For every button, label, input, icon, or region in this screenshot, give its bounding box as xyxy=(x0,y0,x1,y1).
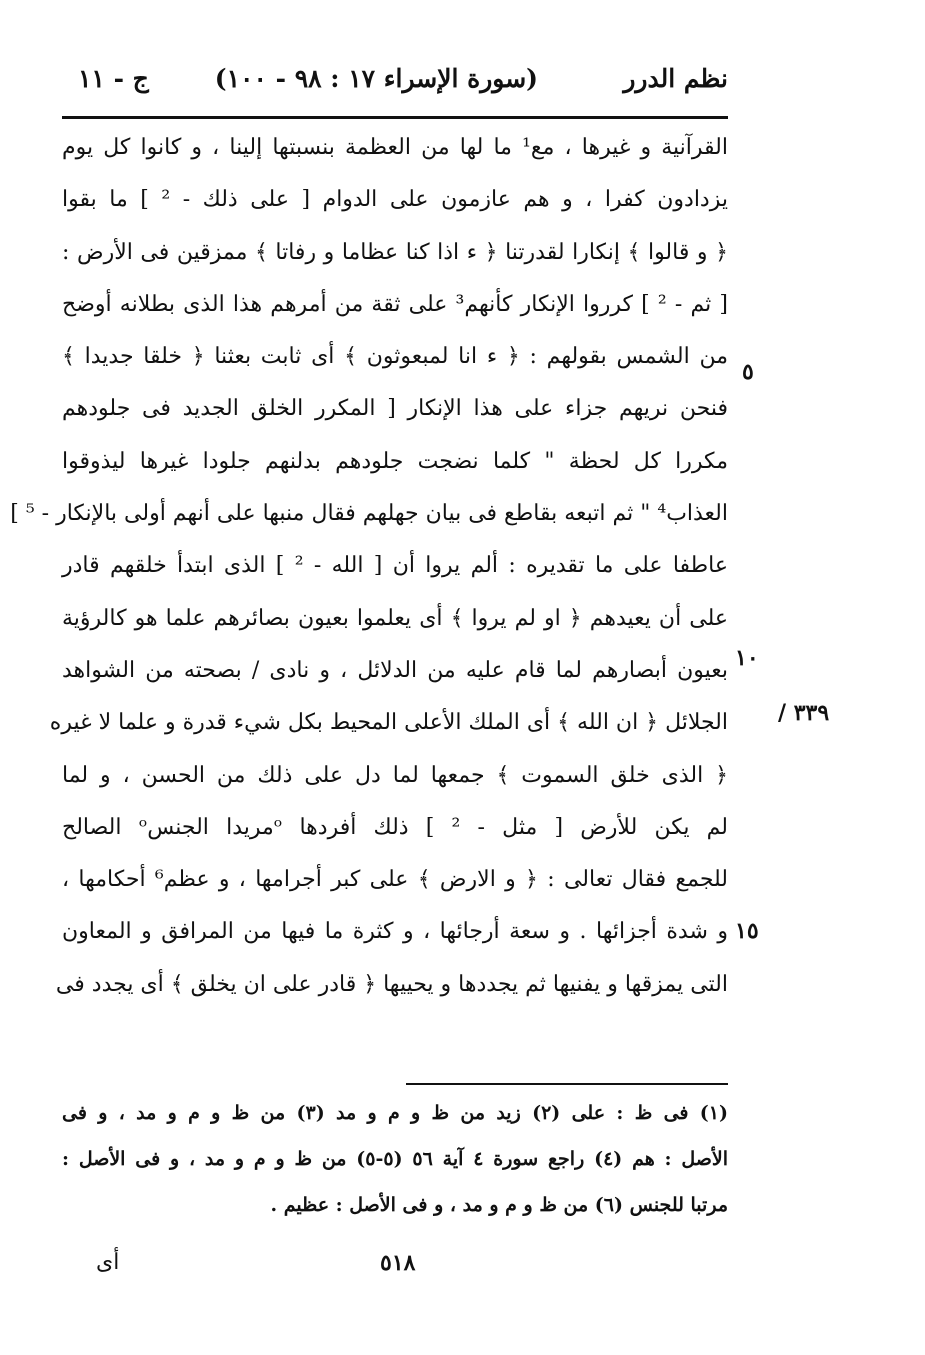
footnote-rule xyxy=(406,1083,728,1085)
line-number-10: ١٠ xyxy=(735,645,759,671)
catchword: أى xyxy=(96,1250,120,1275)
text-line: ﴿ و قالوا ﴾ إنكارا لقدرتنا ﴿ ء اذا كنا عظاما و رفاتا ﴾ ممزقين فى الأرض : xyxy=(62,239,728,265)
footnote-line: (١) فى ظ : على (٢) زيد من ظ و م و مد (٣) من ظ و م و مد ، و فى xyxy=(62,1102,729,1124)
main-text xyxy=(10,122,729,1011)
text-line: ﴿ الذى خلق السموت ﴾ جمعها لما دل على ذلك من الحسن ، و لما xyxy=(62,762,728,788)
text-line: القرآنية و غيرها ، مع¹ ما لها من العظمة بنسبتها إلينا ، و كانوا كل يوم xyxy=(62,135,728,160)
text-line: عاطفا على ما تقديره : ألم يروا أن [ الله - ² ] الذى ابتدأ خلقهم قادر xyxy=(62,553,728,579)
line-number-5: ٥ xyxy=(742,359,754,385)
footnotes xyxy=(62,1090,728,1228)
text-line: لم يكن للأرض [ مثل - ² ] ذلك أفردها ᵒمريدا الجنسᵒ الصالح xyxy=(62,814,729,840)
text-line: الجلائل ﴿ ان الله ﴾ أى الملك الأعلى المحيط بكل شيء قدرة و علما لا غيره xyxy=(49,710,728,736)
text-line: يزدادون كفرا ، و هم عازمون على الدوام [ على ذلك - ² ] ما بقوا xyxy=(62,187,728,213)
footnote-line: الأصل : هم (٤) راجع سورة ٤ آية ٥٦ (٥-٥) من ظ و م و مد ، و فى الأصل : xyxy=(62,1148,729,1170)
text-line: فنحن نريهم جزاء على هذا الإنكار [ المكرر الخلق الجديد فى جلودهم xyxy=(62,396,728,422)
text-line: بعيون أبصارهم لما قام عليه من الدلائل ، و نادى / بصحته من الشواهد xyxy=(62,657,728,683)
page-number: ٥١٨ xyxy=(380,1250,416,1276)
header-rule xyxy=(62,116,728,119)
text-line: على أن يعيدهم ﴿ او لم يروا ﴾ أى يعلموا بعيون بصائرهم علما هو كالرؤية xyxy=(62,605,728,631)
running-header xyxy=(62,58,728,104)
manuscript-folio-note: ٣٣٩ / xyxy=(778,700,830,726)
footnote-line: مرتبا للجنس (٦) من ظ و م و مد ، و فى الأصل : عظيم . xyxy=(270,1194,728,1216)
text-line: من الشمس بقولهم : ﴿ ء انا لمبعوثون ﴾ أى ثابت بعثنا ﴿ خلقا جديدا ﴾ xyxy=(62,344,728,370)
text-line: للجمع فقال تعالى : ﴿ و الارض ﴾ على كبر أجرامها ، و عظم⁶ أحكامها ، xyxy=(62,867,729,893)
text-line: و شدة أجزائها . و سعة أرجائها ، و كثرة ما فيها من المرافق و المعاون xyxy=(62,919,728,945)
book-title: نظم الدرر xyxy=(623,64,728,93)
text-line: [ ثم - ² ] كرروا الإنكار كأنهم³ على ثقة من أمرهم هذا الذى بطلانه أوضح xyxy=(62,291,728,317)
line-number-15: ١٥ xyxy=(735,918,759,944)
text-line: مكررا كل لحظة " كلما نضجت جلودهم بدلنهم جلودا غيرها ليذوقوا xyxy=(62,448,728,474)
text-line: التى يمزقها و يفنيها ثم يجددها و يحييها ﴿ قادر على ان يخلق ﴾ أى يجدد فى xyxy=(55,971,728,997)
volume-number: ج - ١١ xyxy=(78,64,149,93)
text-line: العذاب⁴ " ثم اتبعه بقاطع فى بيان جهلهم فقال منبها على أنهم أولى بالإنكار - ⁵ ] xyxy=(10,501,728,527)
surah-reference: (سورة الإسراء ١٧ : ٩٨ - ١٠٠) xyxy=(214,64,538,93)
